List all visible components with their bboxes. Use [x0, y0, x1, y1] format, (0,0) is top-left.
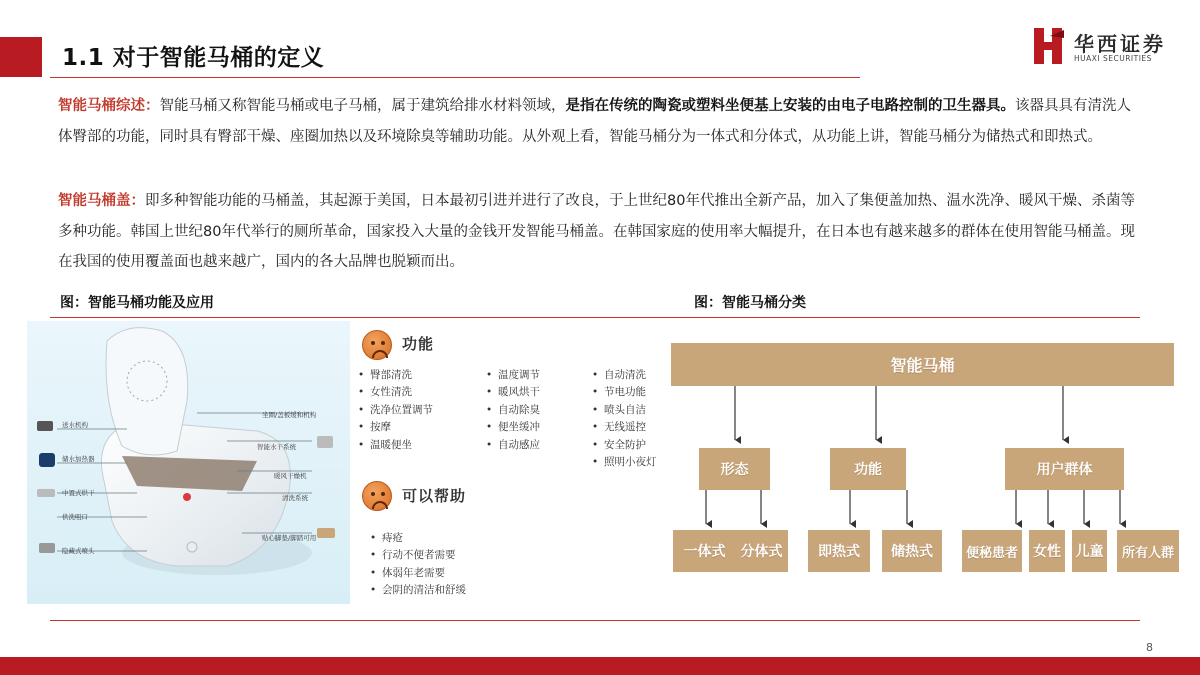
function-list-col1	[358, 367, 433, 454]
logo-cn-text: 华西证券	[1074, 32, 1166, 56]
overview-text-a: 智能马桶又称智能马桶或电子马桶，属于建筑给排水材料领域，	[159, 98, 566, 114]
list-item: • 体弱年老需要	[370, 565, 466, 582]
page-title: 1.1 对于智能马桶的定义	[62, 45, 325, 71]
callout-water-heater: 储水加热器	[62, 455, 95, 463]
callout-wash-nozzle: 供洗咀口	[62, 513, 88, 521]
overview-paragraph	[58, 91, 1143, 152]
title-accent-block	[0, 37, 42, 77]
list-item: • 照明小夜灯	[592, 454, 657, 471]
callout-seat-buffer: 坐圈/盖板缓和机构	[262, 411, 317, 419]
list-item: • 行动不便者需要	[370, 547, 466, 564]
figure-caption-divider	[50, 317, 1140, 318]
left-figure-caption: 图：智能马桶功能及应用	[60, 295, 214, 311]
list-item: • 温暖便坐	[358, 437, 433, 454]
list-item: • 痔疮	[370, 530, 466, 547]
seat-cover-paragraph	[58, 186, 1143, 278]
org-leaf-everyone: 所有人群	[1117, 530, 1179, 572]
list-item: • 自动清洗	[592, 367, 657, 384]
org-leaf-constipation: 便秘患者	[962, 530, 1022, 572]
org-leaf-storage-heat: 储热式	[882, 530, 942, 572]
help-label: 可以帮助	[402, 487, 467, 505]
function-list-col2	[486, 367, 540, 454]
callout-foot-pad: 贴心脚垫/脚踏可用	[262, 534, 317, 542]
callout-central-dryer: 中置式烘干	[62, 489, 95, 497]
right-figure-caption: 图：智能马桶分类	[694, 295, 806, 311]
footer-bar	[0, 657, 1200, 675]
help-list	[370, 530, 466, 600]
overview-bold-text: 是指在传统的陶瓷或塑料坐便基上安装的由电子电路控制的卫生器具。	[565, 98, 1015, 114]
callout-warm-air-dryer: 暖风干燥机	[274, 472, 307, 480]
list-item: • 自动感应	[486, 437, 540, 454]
company-logo	[1030, 26, 1180, 70]
org-root-node: 智能马桶	[671, 343, 1174, 386]
callout-hidden-sprayer: 隐藏式喷头	[62, 547, 95, 555]
list-item: • 臀部清洗	[358, 367, 433, 384]
page-number: 8	[1146, 641, 1153, 654]
list-item: • 按摩	[358, 419, 433, 436]
list-item: • 温度调节	[486, 367, 540, 384]
list-item: • 便坐缓冲	[486, 419, 540, 436]
list-item: • 女性清洗	[358, 384, 433, 401]
list-item: • 暖风烘干	[486, 384, 540, 401]
org-leaf-women: 女性	[1029, 530, 1065, 572]
overview-text-b: 该器具具有清洗人体臀部的功能，同时具有臀部干燥、座圈加热以及环境除臭等辅助功能。从外观上看，智能马桶分为一体式和分体式，从功能上讲，智能马桶分为储热式和即热式。	[58, 98, 1131, 145]
huaxi-logo-icon	[1030, 26, 1066, 66]
title-divider	[50, 77, 860, 78]
function-face-icon	[362, 330, 392, 360]
org-leaf-split: 分体式	[735, 530, 788, 572]
list-item: • 自动除臭	[486, 402, 540, 419]
logo-en-text: HUAXI SECURITIES	[1074, 54, 1152, 63]
list-item: • 喷头自洁	[592, 402, 657, 419]
org-node-user-group: 用户群体	[1005, 448, 1124, 490]
callout-smart-water: 智能水干系统	[257, 443, 296, 451]
list-item: • 无线遥控	[592, 419, 657, 436]
list-item: • 洗净位置调节	[358, 402, 433, 419]
org-node-form: 形态	[699, 448, 770, 490]
function-list-col3	[592, 367, 657, 471]
help-face-icon	[362, 481, 392, 511]
org-leaf-children: 儿童	[1072, 530, 1107, 572]
org-node-function: 功能	[830, 448, 906, 490]
seat-cover-text: 即多种智能功能的马桶盖，其起源于美国，日本最初引进并进行了改良，于上世纪80年代推出全新产品，加入了集便盖加热、温水洗净、暖风干燥、杀菌等多种功能。韩国上世纪80年代举行的厕所革命，国家投入大量的金钱开发智能马桶盖。在韩国家庭的使用率大幅提升，在日本也有越来越多的群体在使用智能马桶盖。现在我国的使用覆盖面也越来越广，国内的各大品牌也脱颖而出。	[58, 193, 1135, 270]
seat-cover-keyword: 智能马桶盖：	[58, 193, 145, 209]
bottom-divider	[50, 620, 1140, 621]
function-label: 功能	[402, 335, 435, 353]
list-item: • 节电功能	[592, 384, 657, 401]
callout-cleaning-system: 清洗系统	[282, 494, 308, 502]
org-leaf-instant-heat: 即热式	[808, 530, 870, 572]
list-item: • 会阴的清洁和舒缓	[370, 582, 466, 599]
callout-water-supply: 送水机构	[62, 421, 88, 429]
overview-keyword: 智能马桶综述：	[58, 98, 160, 114]
list-item: • 安全防护	[592, 437, 657, 454]
org-leaf-integrated: 一体式	[673, 530, 736, 572]
